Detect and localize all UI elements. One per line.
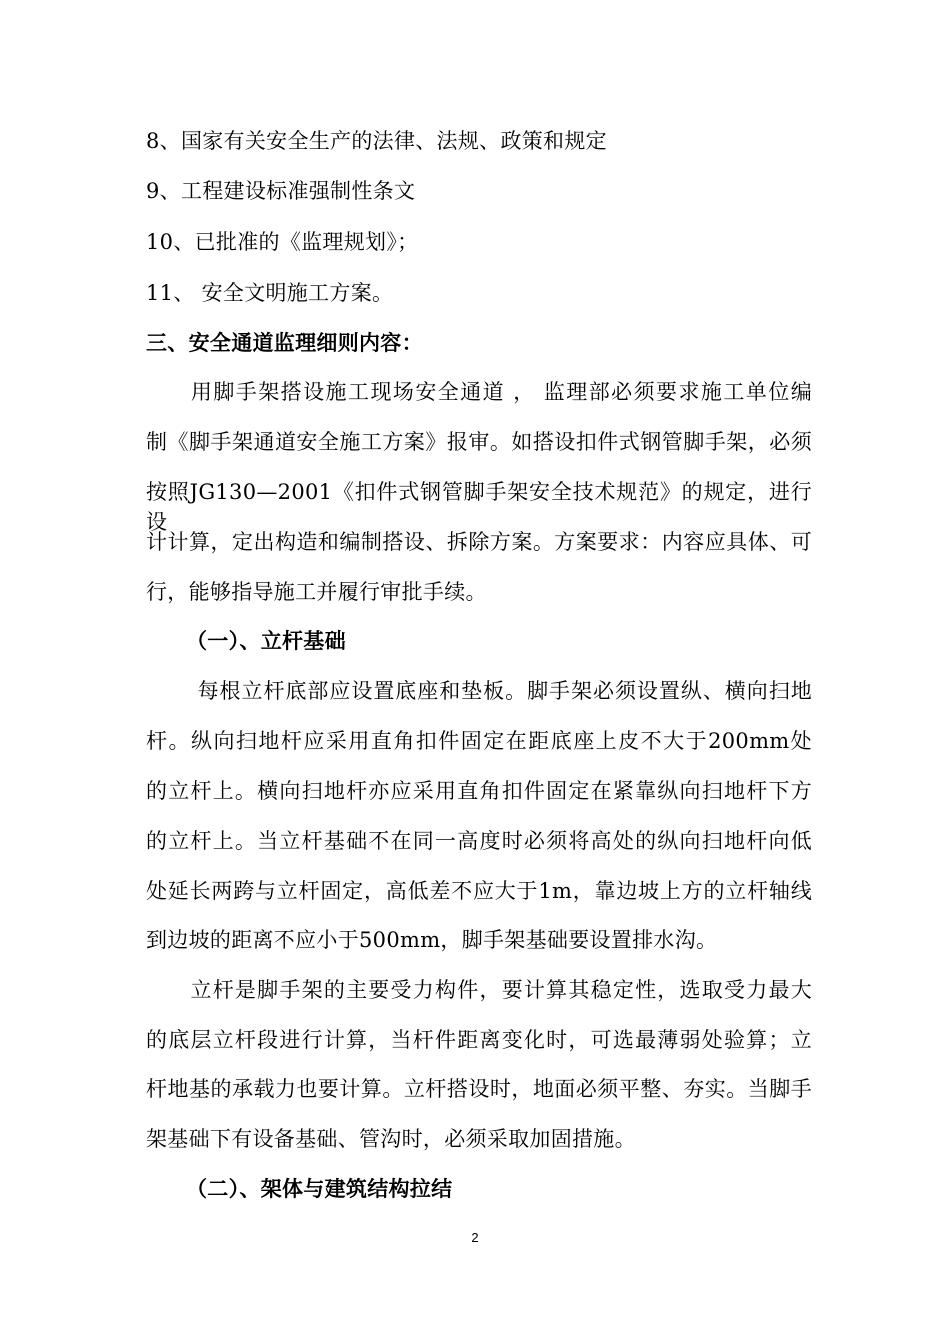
- section-heading: 三、安全通道监理细则内容：: [146, 330, 423, 355]
- intro-paragraph-line: 计计算，定出构造和编制搭设、拆除方案。方案要求：内容应具体、可: [146, 530, 812, 554]
- page-number: 2: [471, 1230, 479, 1245]
- intro-paragraph-line: 用脚手架搭设施工现场安全通道 ， 监理部必须要求施工单位编: [146, 380, 812, 404]
- subsection1-paragraph2-line: 杆地基的承载力也要计算。立杆搭设时，地面必须平整、夯实。当脚手: [146, 1077, 812, 1101]
- subsection1-paragraph1-line: 每根立杆底部应设置底座和垫板。脚手架必须设置纵、横向扫地: [146, 679, 812, 703]
- subsection1-paragraph1-line: 处延长两跨与立杆固定，高低差不应大于1m，靠边坡上方的立杆轴线: [146, 879, 812, 903]
- subsection1-paragraph2-line: 的底层立杆段进行计算，当杆件距离变化时，可选最薄弱处验算；立: [146, 1028, 812, 1052]
- subsection1-paragraph2-line: 架基础下有设备基础、管沟时，必须采取加固措施。: [146, 1127, 636, 1151]
- list-item-10: 10、已批准的《监理规划》；: [146, 230, 419, 254]
- list-item-8: 8、国家有关安全生产的法律、法规、政策和规定: [146, 129, 607, 153]
- intro-paragraph-line: 行，能够指导施工并履行审批手续。: [146, 580, 487, 604]
- subsection1-paragraph2-line: 立杆是脚手架的主要受力构件，要计算其稳定性，选取受力最大: [146, 978, 812, 1002]
- subsection-heading-2: （二）、架体与建筑结构拉结: [186, 1176, 453, 1201]
- subsection1-paragraph1-line: 的立杆上。横向扫地杆亦应采用直角扣件固定在紧靠纵向扫地杆下方: [146, 779, 812, 803]
- list-item-9: 9、工程建设标准强制性条文: [146, 179, 416, 203]
- subsection1-paragraph1-line: 到边坡的距离不应小于500mm，脚手架基础要设置排水沟。: [146, 928, 718, 952]
- subsection-heading-1: （一）、立杆基础: [186, 628, 346, 653]
- intro-paragraph-line: 按照JG130—2001《扣件式钢管脚手架安全技术规范》的规定，进行设: [146, 480, 812, 534]
- intro-paragraph-line: 制《脚手架通道安全施工方案》报审。如搭设扣件式钢管脚手架，必须: [146, 430, 812, 454]
- subsection1-paragraph1-line: 杆。纵向扫地杆应采用直角扣件固定在距底座上皮不大于200mm处: [146, 729, 812, 753]
- subsection1-paragraph1-line: 的立杆上。当立杆基础不在同一高度时必须将高处的纵向扫地杆向低: [146, 829, 812, 853]
- list-item-11: 11、 安全文明施工方案。: [146, 281, 394, 305]
